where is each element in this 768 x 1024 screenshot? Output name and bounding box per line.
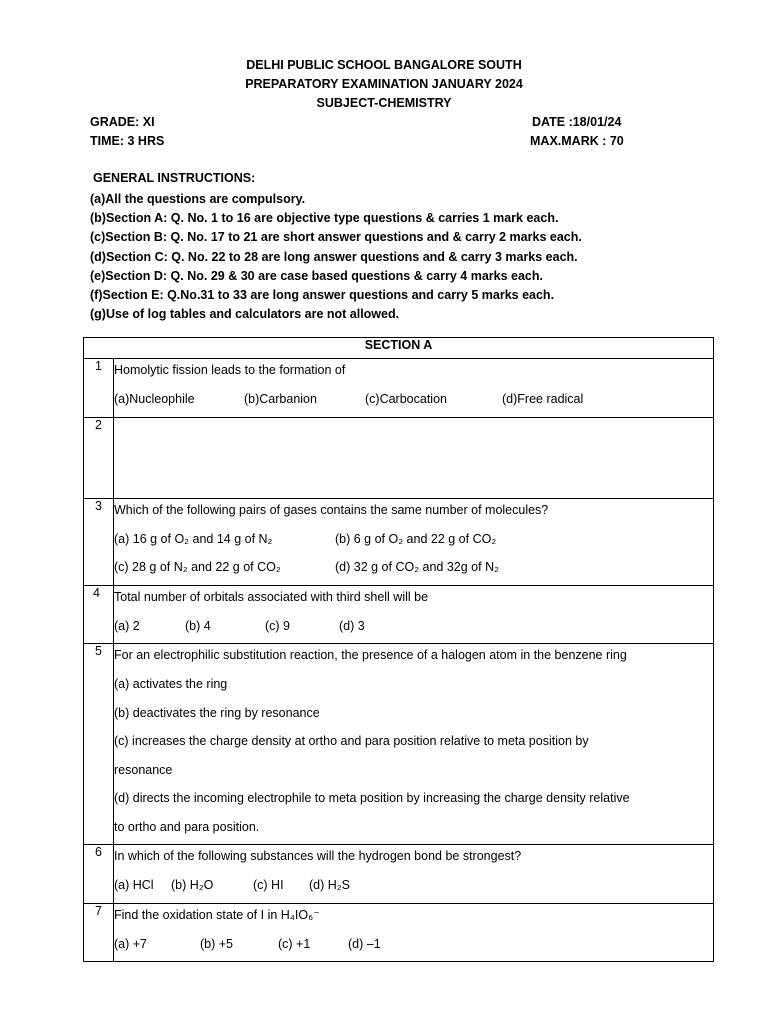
option: (c) HI bbox=[253, 878, 284, 892]
question-number: 7 bbox=[84, 903, 114, 962]
option: (b) deactivates the ring by resonance bbox=[114, 705, 320, 720]
question-row-1 bbox=[84, 359, 714, 418]
question-number: 2 bbox=[84, 417, 114, 498]
question-number: 5 bbox=[84, 644, 114, 845]
subject-title: SUBJECT-CHEMISTRY bbox=[316, 96, 452, 110]
instruction-item: (b)Section A: Q. No. 1 to 16 are objective type questions & carries 1 mark each. bbox=[90, 211, 559, 226]
question-number: 1 bbox=[84, 359, 114, 418]
option: (c) 28 g of N₂ and 22 g of CO₂ bbox=[114, 560, 281, 574]
question-number: 3 bbox=[84, 498, 114, 585]
question-text: Homolytic fission leads to the formation of bbox=[114, 363, 346, 377]
school-name: DELHI PUBLIC SCHOOL BANGALORE SOUTH bbox=[246, 58, 522, 72]
question-body bbox=[114, 585, 714, 644]
option: (b) 4 bbox=[185, 618, 211, 633]
options-line bbox=[114, 615, 713, 644]
option: (c) 9 bbox=[265, 618, 290, 633]
question-row-3 bbox=[84, 498, 714, 585]
question-text: In which of the following substances will the hydrogen bond be strongest? bbox=[114, 849, 522, 863]
question-text: For an electrophilic substitution reaction, the presence of a halogen atom in the benzene ring bbox=[114, 648, 627, 662]
options-line bbox=[114, 874, 713, 903]
max-mark-label: MAX.MARK : 70 bbox=[530, 134, 624, 148]
option: (b) +5 bbox=[200, 936, 234, 951]
option: (d) 32 g of CO₂ and 32g of N₂ bbox=[335, 560, 499, 574]
instruction-item: (g)Use of log tables and calculators are not allowed. bbox=[90, 307, 400, 322]
question-body bbox=[114, 498, 714, 585]
option-continuation: resonance bbox=[114, 762, 173, 777]
question-text: Which of the following pairs of gases contains the same number of molecules? bbox=[114, 502, 549, 517]
question-row-5 bbox=[84, 644, 714, 845]
option: (a) activates the ring bbox=[114, 677, 228, 691]
time-label: TIME: 3 HRS bbox=[90, 134, 165, 148]
section-header-row bbox=[84, 338, 714, 359]
question-number: 6 bbox=[84, 845, 114, 904]
instruction-item: (a)All the questions are compulsory. bbox=[90, 192, 306, 206]
options-line bbox=[114, 528, 713, 557]
question-row-2 bbox=[84, 417, 714, 498]
option: (b) H₂O bbox=[171, 878, 214, 892]
option: (a) 16 g of O₂ and 14 g of N₂ bbox=[114, 531, 273, 546]
question-text: Total number of orbitals associated with third shell will be bbox=[114, 589, 429, 604]
option: (d)Free radical bbox=[502, 392, 584, 406]
options-line bbox=[114, 933, 713, 962]
grade-label: GRADE: XI bbox=[90, 115, 155, 129]
question-row-6 bbox=[84, 845, 714, 904]
exam-title: PREPARATORY EXAMINATION JANUARY 2024 bbox=[245, 77, 523, 91]
instructions-list bbox=[90, 190, 582, 324]
question-body bbox=[114, 359, 714, 418]
instruction-item: (f)Section E: Q.No.31 to 33 are long answer questions and carry 5 marks each. bbox=[90, 288, 555, 303]
question-number: 4 bbox=[84, 585, 114, 644]
option: (a) 2 bbox=[114, 618, 140, 633]
option: (d) H₂S bbox=[309, 878, 350, 892]
section-title: SECTION A bbox=[84, 338, 714, 359]
question-row-4 bbox=[84, 585, 714, 644]
instructions-title: GENERAL INSTRUCTIONS: bbox=[93, 171, 256, 185]
option-continuation: to ortho and para position. bbox=[114, 819, 260, 834]
date-label: DATE :18/01/24 bbox=[532, 115, 622, 129]
option: (c) +1 bbox=[278, 936, 311, 951]
instruction-item: (d)Section C: Q. No. 22 to 28 are long answer questions and & carry 3 marks each. bbox=[90, 249, 578, 264]
option: (b)Carbanion bbox=[244, 392, 317, 406]
question-body bbox=[114, 417, 714, 498]
questions-table bbox=[83, 337, 714, 962]
option: (c) increases the charge density at ortho and para position relative to meta position by bbox=[114, 734, 589, 748]
option: (d) –1 bbox=[348, 936, 381, 951]
question-body bbox=[114, 644, 714, 845]
option: (a) HCl bbox=[114, 878, 154, 892]
option: (b) 6 g of O₂ and 22 g of CO₂ bbox=[335, 531, 497, 546]
instruction-item: (c)Section B: Q. No. 17 to 21 are short answer questions and & carry 2 marks each. bbox=[90, 230, 582, 245]
question-row-7 bbox=[84, 903, 714, 962]
options-line bbox=[114, 556, 713, 585]
option: (a) +7 bbox=[114, 936, 148, 951]
option: (d) directs the incoming electrophile to meta position by increasing the charge density relative bbox=[114, 791, 630, 805]
question-body bbox=[114, 903, 714, 962]
instruction-item: (e)Section D: Q. No. 29 & 30 are case based questions & carry 4 marks each. bbox=[90, 268, 543, 283]
question-body bbox=[114, 845, 714, 904]
option: (a)Nucleophile bbox=[114, 392, 195, 406]
question-text: Find the oxidation state of I in H₄IO₆⁻ bbox=[114, 907, 320, 922]
option: (c)Carbocation bbox=[365, 392, 447, 406]
options-line bbox=[114, 388, 713, 417]
option: (d) 3 bbox=[339, 618, 365, 633]
